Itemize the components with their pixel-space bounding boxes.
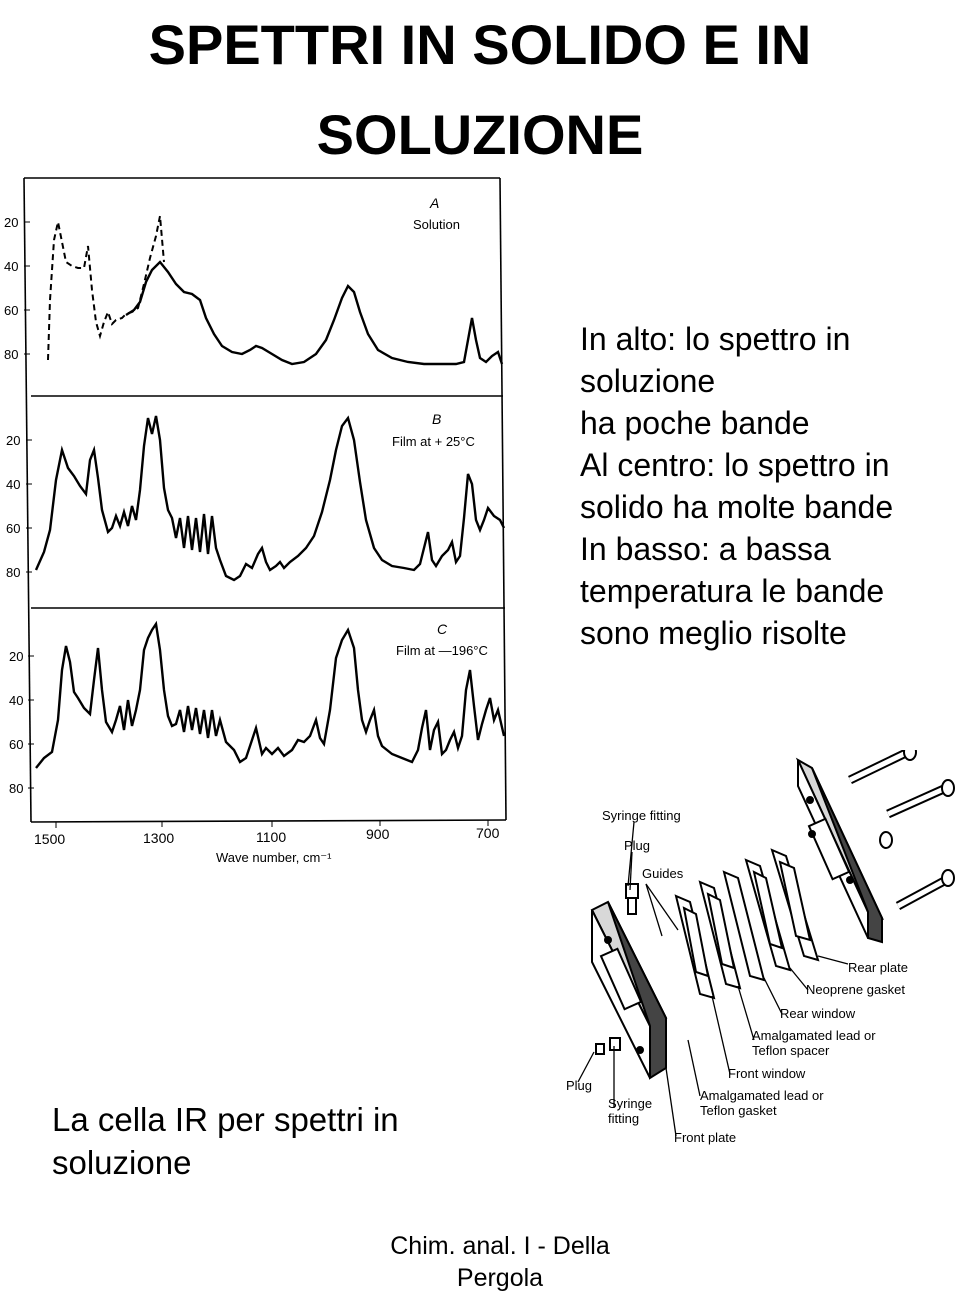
y-tick-label: 20 bbox=[4, 215, 19, 230]
y-tick-label: 40 bbox=[4, 259, 19, 274]
label-syringe-fitting-top: Syringe fitting bbox=[602, 808, 681, 823]
panel-label-c: Film at —196°C bbox=[396, 643, 488, 658]
description-line: In basso: a bassa bbox=[580, 531, 831, 567]
label-amalgamated-gasket-2: Teflon gasket bbox=[700, 1103, 777, 1118]
panel-label-a: Solution bbox=[413, 217, 460, 232]
panel-letter-b: B bbox=[432, 411, 442, 427]
ir-spectra-figure bbox=[0, 150, 520, 870]
x-tick-label: 1300 bbox=[143, 830, 175, 846]
label-neoprene-gasket: Neoprene gasket bbox=[806, 982, 906, 997]
y-tick-label: 80 bbox=[9, 781, 24, 796]
y-tick-label: 40 bbox=[9, 693, 24, 708]
description-line: solido ha molte bande bbox=[580, 489, 894, 525]
label-plug-top: Plug bbox=[624, 838, 651, 853]
title-line-2: SOLUZIONE bbox=[316, 103, 644, 166]
spectra-frame bbox=[24, 178, 506, 822]
description-line: In alto: lo spettro in bbox=[580, 321, 851, 357]
description-line: temperatura le bande bbox=[580, 573, 885, 609]
description-line: ha poche bande bbox=[580, 405, 810, 441]
label-syringe-bottom-1: Syringe bbox=[608, 1096, 653, 1111]
label-rear-window: Rear window bbox=[780, 1006, 856, 1021]
caption-line-2: soluzione bbox=[52, 1144, 192, 1181]
rear-plate bbox=[798, 760, 882, 942]
label-plug-bottom: Plug bbox=[566, 1078, 593, 1093]
label-syringe-bottom-2: fitting bbox=[608, 1111, 640, 1126]
y-tick-label: 20 bbox=[6, 433, 21, 448]
spectrum-a-solid bbox=[126, 262, 502, 364]
label-amalgamated-spacer-2: Teflon spacer bbox=[752, 1043, 830, 1058]
label-rear-plate: Rear plate bbox=[848, 960, 908, 975]
y-tick-label: 60 bbox=[6, 521, 21, 536]
label-front-window: Front window bbox=[728, 1066, 806, 1081]
x-axis-label: Wave number, cm⁻¹ bbox=[216, 850, 332, 865]
y-tick-label: 60 bbox=[4, 303, 19, 318]
y-tick-label: 80 bbox=[4, 347, 19, 362]
description-line: sono meglio risolte bbox=[580, 615, 847, 651]
x-tick-label: 1100 bbox=[256, 829, 287, 845]
label-amalgamated-gasket-1: Amalgamated lead or bbox=[700, 1088, 824, 1103]
description-line: Al centro: lo spettro in bbox=[580, 447, 890, 483]
y-tick-label: 60 bbox=[9, 737, 24, 752]
spectrum-panel-c bbox=[36, 621, 504, 768]
panel-label-b: Film at + 25°C bbox=[392, 434, 475, 449]
panel-letter-a: A bbox=[430, 195, 440, 211]
description-line: soluzione bbox=[580, 363, 716, 399]
label-guides: Guides bbox=[642, 866, 684, 881]
footer-line-1: Chim. anal. I - Della bbox=[390, 1232, 610, 1260]
description-text bbox=[580, 318, 950, 654]
label-amalgamated-spacer-1: Amalgamated lead or bbox=[752, 1028, 876, 1043]
cell-caption bbox=[52, 1098, 482, 1184]
label-front-plate: Front plate bbox=[674, 1130, 737, 1145]
caption-line-1: La cella IR per spettri in bbox=[52, 1101, 399, 1138]
title-line-1: SPETTRI IN SOLIDO E IN bbox=[148, 13, 812, 76]
y-tick-label: 80 bbox=[6, 565, 21, 580]
footer-credit bbox=[330, 1230, 670, 1294]
spectrum-panel-b bbox=[36, 411, 504, 580]
x-tick-label: 1500 bbox=[34, 831, 66, 847]
y-tick-label: 40 bbox=[6, 477, 21, 492]
x-tick-label: 700 bbox=[476, 825, 500, 841]
footer-line-2: Pergola bbox=[456, 1264, 544, 1292]
x-axis bbox=[34, 820, 500, 865]
y-tick-label: 20 bbox=[9, 649, 24, 664]
spectrum-a-dashed bbox=[48, 216, 164, 360]
spectrum-panel-a bbox=[48, 195, 502, 364]
panel-letter-c: C bbox=[437, 621, 448, 637]
ir-cell-diagram bbox=[550, 750, 960, 1150]
x-tick-label: 900 bbox=[366, 826, 390, 842]
